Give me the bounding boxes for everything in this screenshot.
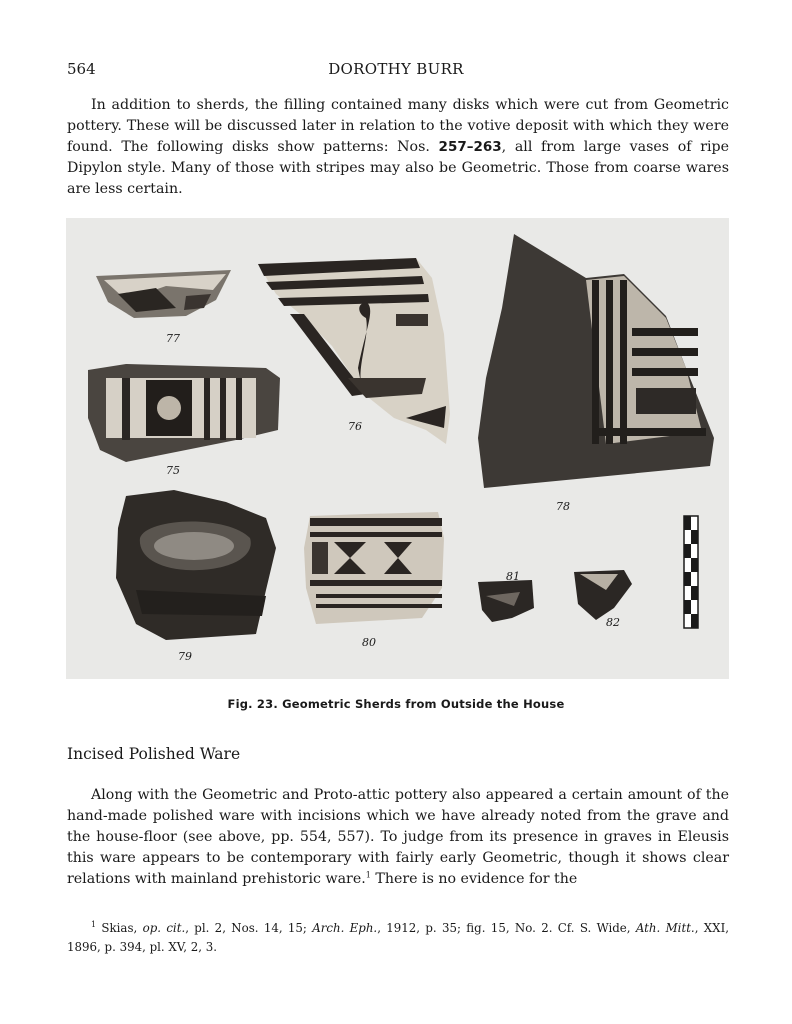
intro-text-end: , all from large vases of ripe Dipylon style. Many of those with stripes may also be Geometric. Those from coarse wares are less certain. <box>67 139 729 197</box>
disk-number-range: 257–263 <box>438 139 502 155</box>
sherd-79 <box>116 490 276 640</box>
sherd-80 <box>304 512 444 624</box>
footnote-text: , pl. 2, Nos. 14, 15; <box>185 921 313 935</box>
section-heading: Incised Polished Ware <box>67 745 241 763</box>
label-79: 79 <box>178 650 192 663</box>
label-81: 81 <box>506 570 520 583</box>
footnote-text: , XXI, 1896, p. 394, pl. XV, 2, 3. <box>67 921 729 954</box>
scale-bar <box>684 516 698 628</box>
footnote-text: Skias, <box>96 921 143 935</box>
section-paragraph <box>67 785 729 890</box>
footnote-citation: op. cit. <box>142 921 186 935</box>
label-77: 77 <box>166 332 180 345</box>
footnote <box>67 919 729 957</box>
section-text: Along with the Geometric and Proto-attic pottery also appeared a certain amount of the hand-made polished ware with incisions which we have already noted from the grave and the house-floor (see above, pp. 554, 557). To judge from its presence in graves in Eleusis this ware appears to be contemporary with fairly early Geometric, though it shows clear relations with mainland prehistoric ware. <box>67 787 729 887</box>
footnote-text: , 1912, p. 35; fig. 15, No. 2. Cf. S. Wide, <box>377 921 636 935</box>
footnote-citation: Ath. Mitt. <box>635 921 695 935</box>
footnote-citation: Arch. Eph. <box>312 921 378 935</box>
footnote-reference: 1 <box>365 870 371 880</box>
label-76: 76 <box>348 420 362 433</box>
label-80: 80 <box>362 636 376 649</box>
intro-text-start: In addition to sherds, the filling contained many disks which were cut from Geometric pottery. These will be discussed later in relation to the votive deposit with which they were found. The following disks show patterns: Nos. <box>67 97 729 155</box>
intro-paragraph <box>67 95 729 200</box>
running-title: DOROTHY BURR <box>328 60 464 78</box>
section-text-end: There is no evidence for the <box>370 871 578 887</box>
footnote-marker: 1 <box>91 920 97 930</box>
page-number: 564 <box>67 60 96 78</box>
label-75: 75 <box>166 464 180 477</box>
sherds-photograph <box>66 218 729 679</box>
label-82: 82 <box>606 616 620 629</box>
figure-caption: Fig. 23. Geometric Sherds from Outside the House <box>227 697 565 711</box>
label-78: 78 <box>556 500 570 513</box>
